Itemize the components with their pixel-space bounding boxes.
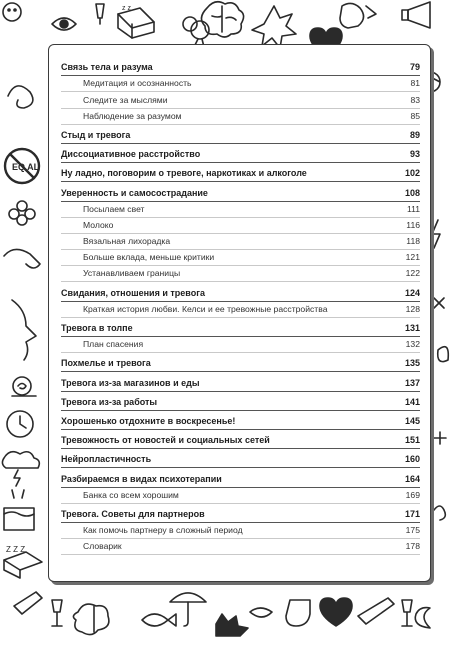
- toc-leader: [208, 200, 405, 201]
- svg-text:Z Z Z: Z Z Z: [6, 545, 26, 554]
- wine-bottle-icon: [358, 598, 412, 626]
- toc-page-number: 79: [409, 62, 420, 73]
- scribble-icon: [434, 506, 445, 520]
- toc-page-number: 135: [404, 358, 420, 369]
- toc-entry-title: Свидания, отношения и тревога: [61, 287, 205, 298]
- toc-leader: [130, 142, 410, 143]
- no-sign-label: EQ AL: [12, 162, 40, 172]
- toc-section-row[interactable]: [61, 523, 420, 539]
- toc-section-row[interactable]: [61, 250, 420, 266]
- toc-entry-title: Следите за мыслями: [83, 94, 168, 105]
- toc-page-number: 116: [406, 219, 420, 230]
- megaphone-icon: [402, 2, 430, 28]
- toc-leader: [243, 537, 406, 538]
- toc-section-row[interactable]: [61, 337, 420, 353]
- toc-entry-title: Связь тела и разума: [61, 62, 153, 73]
- toc-chapter-row[interactable]: [61, 282, 420, 301]
- toc-entry-title: Краткая история любви. Келси и ее тревожные расстройства: [83, 303, 328, 314]
- toc-leader: [205, 521, 405, 522]
- toc-entry-title: Словарик: [83, 541, 122, 552]
- toc-page-number: 160: [404, 454, 420, 465]
- toc-list: [61, 57, 420, 555]
- toc-entry-title: Тревога. Советы для партнеров: [61, 508, 205, 519]
- sparkle-icon: [434, 432, 446, 444]
- toc-entry-title: Медитация и осознанность: [83, 78, 192, 89]
- smiley-icon: [3, 3, 21, 21]
- storm-icon: [2, 452, 39, 486]
- toc-chapter-row[interactable]: [61, 411, 420, 430]
- toc-entry-title: Похмелье и тревога: [61, 358, 151, 369]
- toc-leader: [113, 232, 406, 233]
- toc-page-number: 124: [404, 287, 420, 298]
- toc-leader: [222, 486, 405, 487]
- toc-section-row[interactable]: [61, 109, 420, 125]
- toc-chapter-row[interactable]: [61, 430, 420, 449]
- toc-section-row[interactable]: [61, 539, 420, 555]
- toc-leader: [122, 553, 406, 554]
- toc-page-number: 164: [404, 473, 420, 484]
- lamp-icon: [96, 4, 104, 24]
- mouth-icon: [250, 608, 272, 617]
- toc-leader: [153, 74, 410, 75]
- toc-chapter-row[interactable]: [61, 125, 420, 144]
- face-profile-icon: [12, 300, 36, 360]
- toc-page-number: 83: [410, 94, 420, 105]
- toc-leader: [151, 370, 405, 371]
- bottle-glass-icon: [14, 592, 62, 626]
- toc-entry-title: Диссоциативное расстройство: [61, 149, 201, 160]
- toc-page-number: 151: [404, 435, 420, 446]
- toc-chapter-row[interactable]: [61, 163, 420, 182]
- toc-leader: [307, 180, 405, 181]
- toc-leader: [205, 300, 405, 301]
- toc-entry-title: Нейропластичность: [61, 454, 152, 465]
- toc-page-number: 111: [406, 203, 420, 214]
- toc-leader: [200, 161, 410, 162]
- toc-page-number: 175: [405, 525, 420, 536]
- toc-entry-title: Тревожность от новостей и социальных сетей: [61, 435, 270, 446]
- toc-chapter-row[interactable]: [61, 144, 420, 163]
- toc-page-number: 132: [405, 339, 420, 350]
- bed-zzz-icon: [4, 545, 42, 578]
- toc-chapter-row[interactable]: [61, 468, 420, 487]
- cross-icon: [434, 298, 444, 308]
- toc-chapter-row[interactable]: [61, 449, 420, 468]
- toc-entry-title: Наблюдение за разумом: [83, 110, 182, 121]
- toc-leader: [214, 264, 405, 265]
- toc-leader: [179, 502, 406, 503]
- heart-bottom-icon: [320, 598, 352, 626]
- toc-entry-title: Вязальная лихорадка: [83, 236, 171, 247]
- clock-icon: [7, 411, 33, 437]
- toc-section-row[interactable]: [61, 202, 420, 218]
- toc-entry-title: Уверенность и самосострадание: [61, 187, 208, 198]
- brain-bottom-icon: [73, 604, 108, 635]
- toc-leader: [170, 248, 406, 249]
- star-burst-icon: [252, 6, 296, 48]
- fist-icon: [340, 3, 376, 28]
- toc-page-number: 131: [404, 323, 420, 333]
- toc-chapter-row[interactable]: [61, 392, 420, 411]
- table-of-contents-panel: [48, 44, 431, 582]
- toc-entry-title: Как помочь партнеру в сложный период: [83, 525, 243, 536]
- toc-entry-title: Банка со всем хорошим: [83, 489, 179, 500]
- toc-chapter-row[interactable]: [61, 372, 420, 391]
- toc-entry-title: Посылаем свет: [83, 203, 145, 214]
- toc-leader: [168, 107, 411, 108]
- toc-section-row[interactable]: [61, 92, 420, 108]
- toc-page-number: 169: [405, 489, 420, 500]
- bed-icon: [118, 5, 154, 38]
- toc-entry-title: Тревога из-за магазинов и еды: [61, 377, 200, 388]
- toc-entry-title: План спасения: [83, 339, 144, 350]
- toc-leader: [133, 335, 405, 336]
- toc-section-row[interactable]: [61, 266, 420, 282]
- toc-entry-title: Больше вклада, меньше критики: [83, 252, 215, 263]
- toc-leader: [151, 466, 405, 467]
- toc-section-row[interactable]: [61, 234, 420, 250]
- splat-icon: [216, 614, 248, 636]
- cake-icon: [4, 490, 34, 530]
- toc-leader: [192, 90, 411, 91]
- toc-section-row[interactable]: [61, 76, 420, 92]
- eye-icon: [52, 18, 76, 30]
- toc-entry-title: Разбираемся в видах психотерапии: [61, 473, 222, 484]
- flower-icon: [9, 201, 35, 225]
- broccoli-icon: [183, 17, 209, 47]
- toc-entry-title: Стыд и тревога: [61, 129, 131, 140]
- brain-icon: [201, 2, 243, 37]
- toc-page-number: 85: [410, 110, 420, 121]
- toc-entry-title: Устанавливаем границы: [83, 268, 181, 279]
- toc-page-number: 178: [405, 541, 420, 552]
- toc-page-number: 102: [404, 168, 420, 179]
- toc-page-number: 89: [409, 129, 420, 140]
- no-sign-icon: [5, 149, 40, 183]
- toc-entry-title: Ну ладно, поговорим о тревоге, наркотиках и алкоголе: [61, 168, 307, 179]
- toc-leader: [270, 447, 405, 448]
- toc-page-number: 137: [404, 377, 420, 388]
- toc-leader: [328, 316, 406, 317]
- toc-page-number: 141: [404, 396, 420, 407]
- toc-chapter-row[interactable]: [61, 318, 420, 337]
- toilet-icon: [286, 600, 310, 626]
- toc-chapter-row[interactable]: [61, 182, 420, 201]
- toc-page-number: 128: [405, 303, 420, 314]
- hand-icon: [4, 249, 40, 268]
- toc-section-row[interactable]: [61, 218, 420, 234]
- svg-text:z z: z z: [122, 5, 131, 12]
- toc-page-number: 108: [404, 187, 420, 198]
- swirl-icon: [8, 86, 33, 108]
- toc-leader: [143, 351, 406, 352]
- toc-page-number: 118: [406, 236, 420, 247]
- toc-leader: [157, 409, 405, 410]
- toc-page-number: 145: [404, 415, 420, 426]
- toc-leader: [200, 390, 405, 391]
- moon-icon: [415, 608, 430, 628]
- leaf-icon: [438, 347, 449, 362]
- toc-page-number: 81: [410, 78, 420, 89]
- toc-page-number: 121: [405, 252, 420, 263]
- toc-leader: [182, 123, 411, 124]
- toc-leader: [145, 216, 407, 217]
- snail-icon: [12, 377, 36, 396]
- toc-entry-title: Тревога в толпе: [61, 323, 133, 333]
- fish-icon: [142, 614, 176, 626]
- toc-entry-title: Тревога из-за работы: [61, 396, 158, 407]
- toc-chapter-row[interactable]: [61, 353, 420, 372]
- toc-page-number: 171: [404, 508, 420, 519]
- toc-entry-title: Хорошенько отдохните в воскресенье!: [61, 415, 236, 426]
- toc-page-number: 122: [405, 268, 420, 279]
- toc-leader: [180, 280, 405, 281]
- toc-entry-title: Молоко: [83, 219, 114, 230]
- toc-chapter-row[interactable]: [61, 57, 420, 76]
- toc-page-number: 93: [409, 149, 420, 160]
- toc-section-row[interactable]: [61, 488, 420, 504]
- toc-section-row[interactable]: [61, 302, 420, 318]
- bolt-icon: [432, 220, 440, 248]
- toc-chapter-row[interactable]: [61, 504, 420, 523]
- toc-leader: [235, 428, 405, 429]
